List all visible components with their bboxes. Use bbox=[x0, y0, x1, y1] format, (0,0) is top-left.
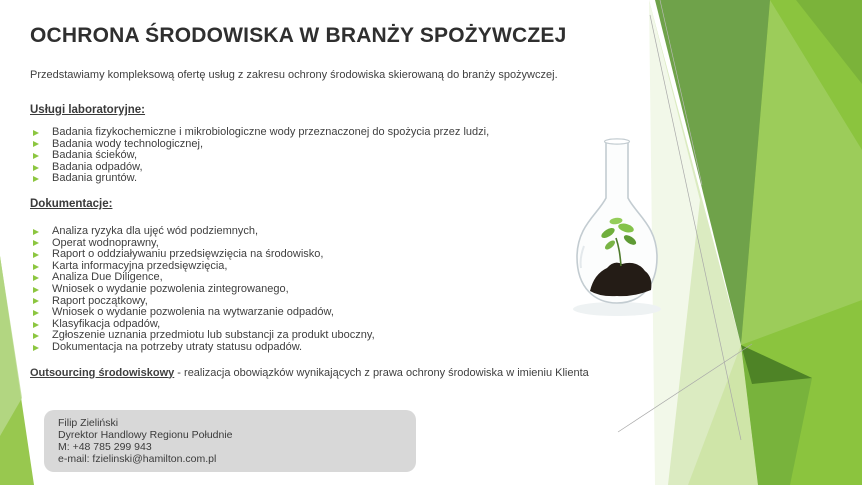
outsourcing-label: Outsourcing środowiskowy bbox=[30, 366, 175, 379]
list-item-text: Operat wodnoprawny, bbox=[52, 236, 159, 249]
list-item-text: Zgłoszenie uznania przedmiotu lub substancji za produkt uboczny, bbox=[52, 329, 375, 342]
list-item bbox=[30, 342, 645, 354]
contact-phone: M: +48 785 299 943 bbox=[58, 440, 152, 453]
bullet-arrow-icon bbox=[33, 165, 39, 171]
bullet-arrow-icon bbox=[33, 298, 39, 304]
bullet-arrow-icon bbox=[33, 176, 39, 182]
list-item bbox=[30, 284, 645, 296]
bullet-arrow-icon bbox=[33, 229, 39, 235]
list-item-text: Analiza Due Diligence, bbox=[52, 271, 163, 284]
list-item bbox=[30, 127, 645, 139]
bullet-arrow-icon bbox=[33, 333, 39, 339]
list-item-text: Dokumentacja na potrzeby utraty statusu odpadów. bbox=[52, 340, 303, 353]
bullet-arrow-icon bbox=[33, 240, 39, 246]
left-wedge-decoration bbox=[0, 256, 34, 485]
list-item bbox=[30, 173, 645, 185]
list-item bbox=[30, 249, 645, 261]
bullet-arrow-icon bbox=[33, 275, 39, 281]
list-item-text: Badania wody technologicznej, bbox=[52, 137, 204, 150]
section bbox=[30, 198, 645, 354]
slide-content bbox=[30, 24, 645, 472]
list-item bbox=[30, 226, 645, 238]
sections-container bbox=[30, 104, 645, 354]
section-heading: Usługi laboratoryjne: bbox=[30, 104, 146, 116]
outsourcing-line bbox=[30, 367, 645, 380]
list-item-text: Klasyfikacja odpadów, bbox=[52, 317, 161, 330]
contact-name: Filip Zieliński bbox=[58, 416, 119, 429]
bullet-list bbox=[30, 127, 645, 185]
contact-box bbox=[44, 410, 416, 473]
bullet-arrow-icon bbox=[33, 141, 39, 147]
bullet-arrow-icon bbox=[33, 310, 39, 316]
contact-role: Dyrektor Handlowy Regionu Południe bbox=[58, 428, 233, 441]
intro-text: Przedstawiamy kompleksową ofertę usług z zakresu ochrony środowiska skierowaną do branży spożywczej. bbox=[30, 69, 558, 81]
bullet-arrow-icon bbox=[33, 322, 39, 328]
bullet-arrow-icon bbox=[33, 153, 39, 159]
bullet-arrow-icon bbox=[33, 252, 39, 258]
list-item bbox=[30, 307, 645, 319]
list-item-text: Raport początkowy, bbox=[52, 294, 148, 307]
list-item-text: Analiza ryzyka dla ujęć wód podziemnych, bbox=[52, 224, 259, 237]
section-heading: Dokumentacje: bbox=[30, 197, 113, 210]
bullet-arrow-icon bbox=[33, 287, 39, 293]
list-item-text: Badania odpadów, bbox=[52, 160, 143, 173]
list-item-text: Wniosek o wydanie pozwolenia zintegrowanego, bbox=[52, 282, 289, 295]
section bbox=[30, 104, 645, 185]
list-item-text: Badania ścieków, bbox=[52, 149, 137, 162]
outsourcing-text: - realizacja obowiązków wynikających z prawa ochrony środowiska w imieniu Klienta bbox=[174, 366, 589, 379]
list-item-text: Badania gruntów. bbox=[52, 172, 138, 185]
list-item-text: Raport o oddziaływaniu przedsięwzięcia na środowisko, bbox=[52, 248, 324, 261]
bullet-arrow-icon bbox=[33, 130, 39, 136]
page-title: OCHRONA ŚRODOWISKA W BRANŻY SPOŻYWCZEJ bbox=[30, 24, 567, 47]
list-item-text: Wniosek o wydanie pozwolenia na wytwarzanie odpadów, bbox=[52, 306, 334, 319]
contact-email: e-mail: fzielinski@hamilton.com.pl bbox=[58, 453, 217, 466]
bullet-list bbox=[30, 226, 645, 354]
bullet-arrow-icon bbox=[33, 345, 39, 351]
list-item-text: Karta informacyjna przedsięwzięcia, bbox=[52, 259, 228, 272]
list-item-text: Badania fizykochemiczne i mikrobiologiczne wody przeznaczonej do spożycia przez ludzi, bbox=[52, 126, 490, 138]
bullet-arrow-icon bbox=[33, 264, 39, 270]
